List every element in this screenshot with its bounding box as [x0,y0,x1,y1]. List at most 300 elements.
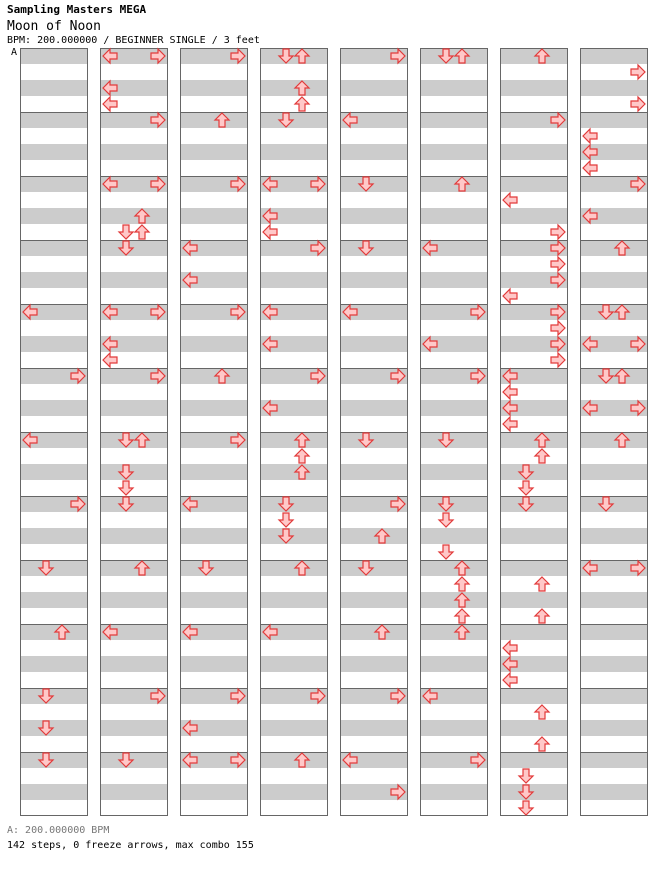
beat-stripe [100,784,168,800]
measure [340,240,408,304]
beat-stripe [100,160,168,176]
beat-stripe [20,352,88,368]
beat-stripe [260,192,328,208]
beat-stripe [340,352,408,368]
measure [100,752,168,816]
beat-stripe [580,80,648,96]
beat-stripe [340,336,408,352]
beat-stripe [420,400,488,416]
beat-stripe [340,400,408,416]
beat-stripe [20,464,88,480]
beat-stripe [580,736,648,752]
beat-stripe [100,640,168,656]
measure [20,48,88,112]
beat-stripe [260,704,328,720]
measure [500,752,568,816]
beat-stripe [180,736,248,752]
beat-stripe [180,672,248,688]
beat-stripe [20,96,88,112]
beat-stripe [20,592,88,608]
beat-stripe [420,512,488,528]
beat-stripe [20,688,88,704]
beat-stripe [500,128,568,144]
beat-stripe [20,784,88,800]
beat-stripe [180,416,248,432]
measure [420,560,488,624]
beat-stripe [340,448,408,464]
beat-stripe [340,272,408,288]
beat-stripe [420,656,488,672]
beat-stripe [260,496,328,512]
beat-stripe [180,656,248,672]
beat-stripe [420,704,488,720]
chart-title: Sampling Masters MEGA [7,3,147,16]
beat-stripe [420,224,488,240]
measure [580,624,648,688]
beat-stripe [100,256,168,272]
beat-stripe [420,48,488,64]
beat-stripe [20,720,88,736]
beat-stripe [420,160,488,176]
measure [420,496,488,560]
beat-stripe [420,80,488,96]
beat-stripe [420,192,488,208]
beat-stripe [20,144,88,160]
beat-stripe [340,208,408,224]
beat-stripe [180,224,248,240]
beat-stripe [100,800,168,816]
beat-stripe [100,400,168,416]
measure [260,496,328,560]
beat-stripe [260,448,328,464]
beat-stripe [420,272,488,288]
beat-stripe [580,592,648,608]
beat-stripe [20,800,88,816]
beat-stripe [100,208,168,224]
beat-stripe [420,464,488,480]
beat-stripe [260,560,328,576]
beat-stripe [100,288,168,304]
beat-stripe [260,480,328,496]
beat-stripe [580,112,648,128]
measure [500,432,568,496]
beat-stripe [20,624,88,640]
beat-stripe [340,736,408,752]
beat-stripe [180,528,248,544]
measure [260,48,328,112]
beat-stripe [20,176,88,192]
beat-stripe [580,720,648,736]
beat-stripe [580,352,648,368]
beat-stripe [180,560,248,576]
beat-stripe [340,512,408,528]
beat-stripe [100,560,168,576]
beat-stripe [500,544,568,560]
beat-stripe [420,144,488,160]
beat-stripe [580,768,648,784]
beat-stripe [20,48,88,64]
beat-stripe [340,64,408,80]
beat-stripe [580,416,648,432]
beat-stripe [180,96,248,112]
beat-stripe [260,128,328,144]
footer-stats: 142 steps, 0 freeze arrows, max combo 155 [7,840,254,851]
beat-stripe [580,624,648,640]
beat-stripe [180,704,248,720]
beat-stripe [180,768,248,784]
beat-stripe [260,96,328,112]
beat-stripe [20,416,88,432]
beat-stripe [260,256,328,272]
beat-stripe [180,160,248,176]
beat-stripe [580,640,648,656]
beat-stripe [580,480,648,496]
beat-stripe [260,736,328,752]
measure [100,432,168,496]
beat-stripe [180,128,248,144]
beat-stripe [420,96,488,112]
beat-stripe [420,320,488,336]
measure [340,176,408,240]
beat-stripe [20,272,88,288]
beat-stripe [500,736,568,752]
beat-stripe [100,144,168,160]
beat-stripe [580,432,648,448]
beat-stripe [500,512,568,528]
beat-stripe [20,240,88,256]
beat-stripe [580,464,648,480]
beat-stripe [180,80,248,96]
beat-stripe [420,432,488,448]
beat-stripe [260,784,328,800]
beat-stripe [180,784,248,800]
measure [260,560,328,624]
measure [100,560,168,624]
beat-stripe [340,576,408,592]
beat-stripe [100,384,168,400]
measure [420,432,488,496]
beat-stripe [260,576,328,592]
measure [100,240,168,304]
beat-stripe [420,256,488,272]
measure [340,560,408,624]
beat-stripe [340,672,408,688]
beat-stripe [260,608,328,624]
beat-stripe [420,608,488,624]
beat-stripe [340,656,408,672]
beat-stripe [100,416,168,432]
beat-stripe [20,384,88,400]
beat-stripe [100,752,168,768]
beat-stripe [260,432,328,448]
beat-stripe [580,256,648,272]
measure [420,48,488,112]
beat-stripe [340,704,408,720]
beat-stripe [20,768,88,784]
measure [420,176,488,240]
beat-stripe [340,608,408,624]
beat-stripe [580,496,648,512]
beat-stripe [20,192,88,208]
measure [580,240,648,304]
beat-stripe [260,640,328,656]
beat-stripe [420,352,488,368]
beat-stripe [500,688,568,704]
beat-stripe [340,544,408,560]
measure [580,688,648,752]
beat-stripe [420,528,488,544]
beat-stripe [100,656,168,672]
beat-stripe [580,224,648,240]
beat-stripe [580,272,648,288]
beat-stripe [420,208,488,224]
beat-stripe [500,768,568,784]
beat-stripe [20,288,88,304]
measure [20,176,88,240]
beat-stripe [180,480,248,496]
beat-stripe [420,176,488,192]
beat-stripe [340,560,408,576]
beat-stripe [580,544,648,560]
beat-stripe [580,192,648,208]
beat-stripe [100,496,168,512]
beat-stripe [500,176,568,192]
beat-stripe [420,592,488,608]
beat-stripe [180,592,248,608]
beat-stripe [260,512,328,528]
beat-stripe [580,528,648,544]
beat-stripe [340,640,408,656]
beat-stripe [500,528,568,544]
measure [20,752,88,816]
beat-stripe [20,208,88,224]
beat-stripe [580,656,648,672]
beat-stripe [260,768,328,784]
beat-stripe [340,480,408,496]
beat-stripe [500,96,568,112]
beat-stripe [100,128,168,144]
beat-stripe [260,272,328,288]
beat-stripe [420,784,488,800]
beat-stripe [20,672,88,688]
beat-stripe [580,672,648,688]
beat-stripe [420,544,488,560]
beat-stripe [500,80,568,96]
measure [260,432,328,496]
beat-stripe [580,784,648,800]
beat-stripe [500,576,568,592]
beat-stripe [340,80,408,96]
beat-stripe [580,752,648,768]
beat-stripe [180,320,248,336]
beat-stripe [260,80,328,96]
measure [20,560,88,624]
beat-stripe [20,608,88,624]
beat-stripe [20,320,88,336]
beat-stripe [340,768,408,784]
beat-stripe [420,736,488,752]
beat-stripe [340,256,408,272]
beat-stripe [260,384,328,400]
beat-stripe [180,448,248,464]
beat-stripe [260,160,328,176]
measure [20,624,88,688]
beat-stripe [100,64,168,80]
beat-stripe [580,608,648,624]
beat-stripe [420,384,488,400]
beat-stripe [260,464,328,480]
measure [340,432,408,496]
beat-stripe [340,432,408,448]
beat-stripe [20,64,88,80]
measure [500,48,568,112]
beat-stripe [180,640,248,656]
beat-stripe [100,464,168,480]
beat-stripe [340,288,408,304]
measure [180,560,248,624]
beat-stripe [420,672,488,688]
measure [20,240,88,304]
beat-stripe [260,720,328,736]
beat-stripe [340,160,408,176]
beat-stripe [260,64,328,80]
beat-stripe [100,192,168,208]
beat-stripe [340,144,408,160]
beat-stripe [100,544,168,560]
beat-stripe [180,512,248,528]
beat-stripe [580,704,648,720]
beat-stripe [580,384,648,400]
beat-stripe [100,320,168,336]
beat-stripe [580,320,648,336]
beat-stripe [100,576,168,592]
beat-stripe [20,640,88,656]
beat-stripe [100,512,168,528]
beat-stripe [580,448,648,464]
beat-stripe [580,288,648,304]
beat-stripe [180,464,248,480]
beat-stripe [180,384,248,400]
beat-stripe [20,112,88,128]
beat-stripe [180,368,248,384]
beat-stripe [180,608,248,624]
beat-stripe [420,496,488,512]
beat-stripe [340,720,408,736]
measure [20,112,88,176]
beat-stripe [500,496,568,512]
beat-stripe [20,704,88,720]
beat-stripe [500,48,568,64]
beat-stripe [340,224,408,240]
beat-stripe [420,480,488,496]
beat-stripe [180,288,248,304]
beat-stripe [500,560,568,576]
beat-stripe [260,48,328,64]
beat-stripe [180,144,248,160]
measure [180,368,248,432]
beat-stripe [340,192,408,208]
beat-stripe [340,464,408,480]
bpm-marker: A [11,47,18,58]
beat-stripe [20,448,88,464]
beat-stripe [420,624,488,640]
beat-stripe [500,144,568,160]
beat-stripe [180,400,248,416]
measure [500,688,568,752]
beat-stripe [580,368,648,384]
beat-stripe [20,528,88,544]
beat-stripe [580,512,648,528]
beat-stripe [180,576,248,592]
beat-stripe [420,576,488,592]
beat-stripe [180,208,248,224]
beat-stripe [260,528,328,544]
beat-stripe [340,592,408,608]
beat-stripe [100,736,168,752]
beat-stripe [20,544,88,560]
measure [340,624,408,688]
beat-stripe [100,448,168,464]
beat-stripe [100,432,168,448]
beat-stripe [500,720,568,736]
beat-stripe [340,240,408,256]
beat-stripe [100,768,168,784]
beat-stripe [260,592,328,608]
beat-stripe [580,304,648,320]
measure [580,752,648,816]
beat-stripe [500,800,568,816]
chart-info: BPM: 200.000000 / BEGINNER SINGLE / 3 feet [7,35,260,46]
beat-stripe [100,480,168,496]
beat-stripe [180,112,248,128]
beat-stripe [20,480,88,496]
beat-stripe [260,320,328,336]
beat-stripe [100,704,168,720]
beat-stripe [340,128,408,144]
beat-stripe [420,640,488,656]
beat-stripe [420,768,488,784]
beat-stripe [580,800,648,816]
beat-stripe [340,416,408,432]
beat-stripe [20,128,88,144]
measure [260,752,328,816]
beat-stripe [20,656,88,672]
beat-stripe [20,80,88,96]
beat-stripe [20,336,88,352]
beat-stripe [20,752,88,768]
measure [20,688,88,752]
beat-stripe [180,336,248,352]
beat-stripe [500,432,568,448]
beat-stripe [100,592,168,608]
beat-stripe [20,224,88,240]
beat-stripe [500,448,568,464]
beat-stripe [340,800,408,816]
beat-stripe [340,176,408,192]
beat-stripe [100,672,168,688]
measure [420,112,488,176]
beat-stripe [100,720,168,736]
beat-stripe [260,288,328,304]
measure [500,560,568,624]
beat-stripe [420,416,488,432]
beat-stripe [580,688,648,704]
measure [260,112,328,176]
beat-stripe [100,608,168,624]
beat-stripe [20,736,88,752]
beat-stripe [340,384,408,400]
beat-stripe [500,592,568,608]
